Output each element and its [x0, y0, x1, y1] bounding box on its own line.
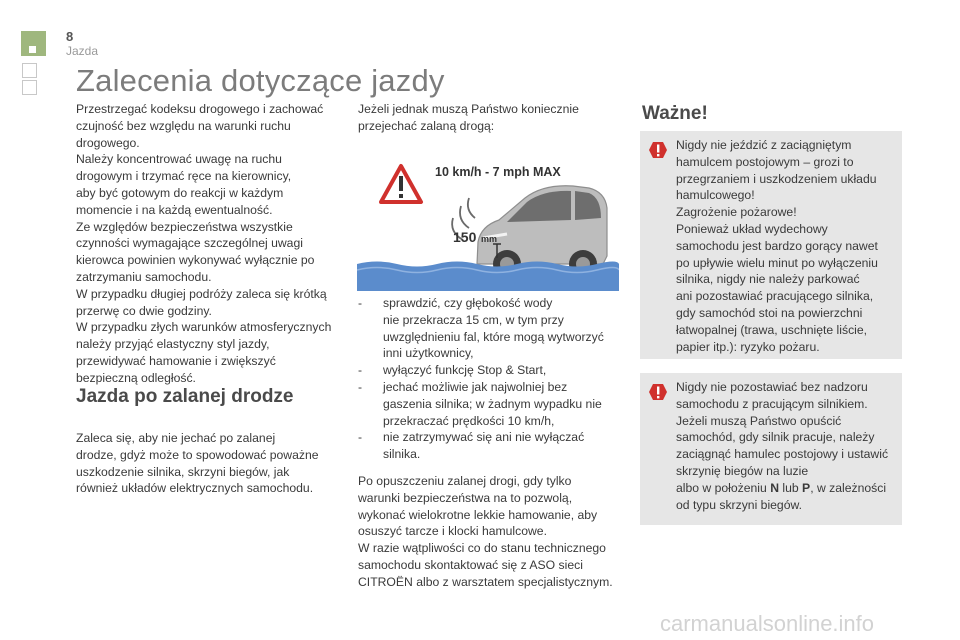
gear-p: P: [802, 480, 811, 495]
text-line: Przestrzegać kodeksu drogowego i zachować: [76, 102, 324, 116]
text-line: czynności wymagające szczególnej uwagi: [76, 236, 303, 251]
text-line: kierowca powinien wykonywać wyłącznie po: [76, 253, 315, 268]
text-line: przejechać zalaną drogą:: [358, 118, 495, 133]
text-line: hamulcem postojowym – grozi to: [676, 154, 854, 169]
flood-heading: Jazda po zalanej drodze: [76, 386, 294, 407]
warning-icon: [648, 383, 668, 401]
flood-intro: [358, 101, 620, 135]
section-label: Jazda: [66, 44, 99, 58]
list-item: [358, 429, 628, 463]
bullet-dash: -: [358, 363, 363, 378]
text-line: przewidywać hamowanie i zwiększyć: [76, 353, 276, 368]
text-line: aby być gotowym do reakcji w każdym: [76, 185, 284, 200]
text-segment: albo w położeniu: [676, 480, 771, 495]
speed-limit-label: 10 km/h - 7 mph MAX: [435, 165, 561, 179]
text-line: hamulcowego!: [676, 188, 755, 203]
after-flood-paragraph: [358, 473, 628, 591]
text-line: przekraczać prędkości 10 km/h,: [383, 413, 555, 428]
text-segment: , w zależności: [810, 480, 887, 495]
text-line: samochodu jest bardzo gorący nawet: [676, 238, 878, 253]
text-line: czujność bez względu na warunki ruchu: [76, 118, 291, 133]
text-line: W razie wątpliwości co do stanu technicznego: [358, 541, 606, 556]
text-line: łatwopalnej (trawa, uschnięte liście,: [676, 322, 868, 337]
page-tab-empty: [22, 63, 37, 78]
text-line: CITROËN albo z warsztatem specjalistycznym.: [358, 574, 613, 589]
text-line: W przypadku złych warunków atmosferycznych: [76, 320, 332, 335]
text-line: sprawdzić, czy głębokość wody: [383, 296, 553, 310]
text-line: silnika, nigdy nie należy parkować: [676, 272, 860, 287]
page-number: 8: [66, 29, 74, 44]
text-segment: lub: [779, 480, 803, 495]
text-line: drogowym i trzymać ręce na kierownicy,: [76, 169, 292, 184]
text-line: Jeżeli muszą Państwo opuścić: [676, 413, 842, 428]
important-heading: Ważne!: [642, 103, 708, 124]
bullet-dash: -: [358, 379, 363, 394]
text-line: również układów elektrycznych samochodu.: [76, 481, 314, 496]
intro-paragraph: [76, 101, 348, 387]
flood-paragraph: [76, 430, 348, 497]
text-line: zatrzymaniu samochodu.: [76, 269, 212, 284]
text-line: silnika.: [383, 447, 421, 462]
text-line: momencie i na każdą ewentualność.: [76, 202, 273, 217]
page-tab-active: [21, 31, 46, 56]
depth-unit: mm: [481, 234, 498, 244]
page-title: Zalecenia dotyczące jazdy: [76, 63, 445, 98]
text-line: warunki bezpieczeństwa na to pozwolą,: [358, 490, 573, 505]
text-line: samochodu skontaktować się z ASO sieci: [358, 557, 583, 572]
bullet-dash: -: [358, 430, 363, 445]
page-tab-empty: [22, 80, 37, 95]
text-line: przegrzaniem i uszkodzeniem układu: [676, 171, 877, 186]
text-line: Należy koncentrować uwagę na ruchu: [76, 152, 282, 167]
watermark: carmanualsonline.info: [660, 611, 875, 636]
text-line: Nigdy nie jeździć z zaciągniętym: [676, 138, 852, 152]
text-line: ani pozostawiać pracującego silnika,: [676, 289, 874, 304]
depth-value: 150: [453, 229, 477, 245]
text-line: papier itp.): ryzyko pożaru.: [676, 339, 820, 354]
text-line: drogowego.: [76, 135, 140, 150]
warning-text: [676, 379, 898, 513]
text-line: Ze względów bezpieczeństwa wszystkie: [76, 219, 293, 234]
text-line: wyłączyć funkcję Stop & Start,: [383, 363, 547, 378]
list-item: [358, 295, 628, 362]
text-line: bezpieczną odległość.: [76, 370, 196, 385]
text-line: po upływie wielu minut po wyłączeniu: [676, 255, 878, 270]
text-line: nie zatrzymywać się ani nie wyłączać: [383, 430, 585, 445]
text-line: osuszyć tarcze i klocki hamulcowe.: [358, 524, 547, 539]
text-line: należy przyjąć elastyczny styl jazdy,: [76, 337, 270, 352]
text-line: nie przekracza 15 cm, w tym przy: [383, 312, 564, 327]
text-line: samochodu z pracującym silnikiem.: [676, 396, 868, 411]
text-line: od typu skrzyni biegów.: [676, 497, 803, 512]
list-item: [358, 379, 628, 429]
text-line: W przypadku długiej podróży zaleca się krótką: [76, 286, 327, 301]
text-line-gear-position: [676, 480, 898, 497]
text-line: Ponieważ układ wydechowy: [676, 221, 828, 236]
gear-n: N: [770, 480, 779, 495]
text-line: Jeżeli jednak muszą Państwo koniecznie: [358, 102, 579, 116]
text-line: Zagrożenie pożarowe!: [676, 205, 797, 220]
text-line: skrzynię biegów na luzie: [676, 463, 809, 478]
text-line: zaciągnąć hamulec postojowy i ustawić: [676, 447, 889, 462]
text-line: Zaleca się, aby nie jechać po zalanej: [76, 431, 276, 445]
text-line: wykonać wielokrotne lekkie hamowanie, aby: [358, 507, 598, 522]
text-line: uszkodzenie silnika, skrzyni biegów, jak: [76, 464, 290, 479]
flood-steps-list: [358, 295, 628, 463]
bullet-dash: -: [358, 296, 363, 310]
warning-box-unattended: [640, 373, 902, 525]
text-line: drodze, gdyż może to spowodować poważne: [76, 447, 319, 462]
flood-illustration: [357, 146, 619, 291]
text-line: uwzględnieniu fal, które mogą wytworzyć: [383, 329, 604, 344]
text-line: przerwę co dwie godziny.: [76, 303, 212, 318]
text-line: gaszenia silnika; w żadnym wypadku nie: [383, 396, 602, 411]
text-line: Po opuszczeniu zalanej drogi, gdy tylko: [358, 474, 572, 488]
text-line: gdy samochód stoi na powierzchni: [676, 305, 863, 320]
warning-text: [676, 137, 898, 355]
warning-icon: [648, 141, 668, 159]
list-item: [358, 362, 628, 379]
text-line: jechać możliwie jak najwolniej bez: [383, 379, 568, 394]
text-line: Nigdy nie pozostawiać bez nadzoru: [676, 380, 868, 394]
text-line: samochód, gdy silnik pracuje, należy: [676, 430, 875, 445]
tab-dot: [29, 46, 36, 53]
warning-box-parking-brake: [640, 131, 902, 359]
text-line: inni użytkownicy,: [383, 346, 474, 361]
